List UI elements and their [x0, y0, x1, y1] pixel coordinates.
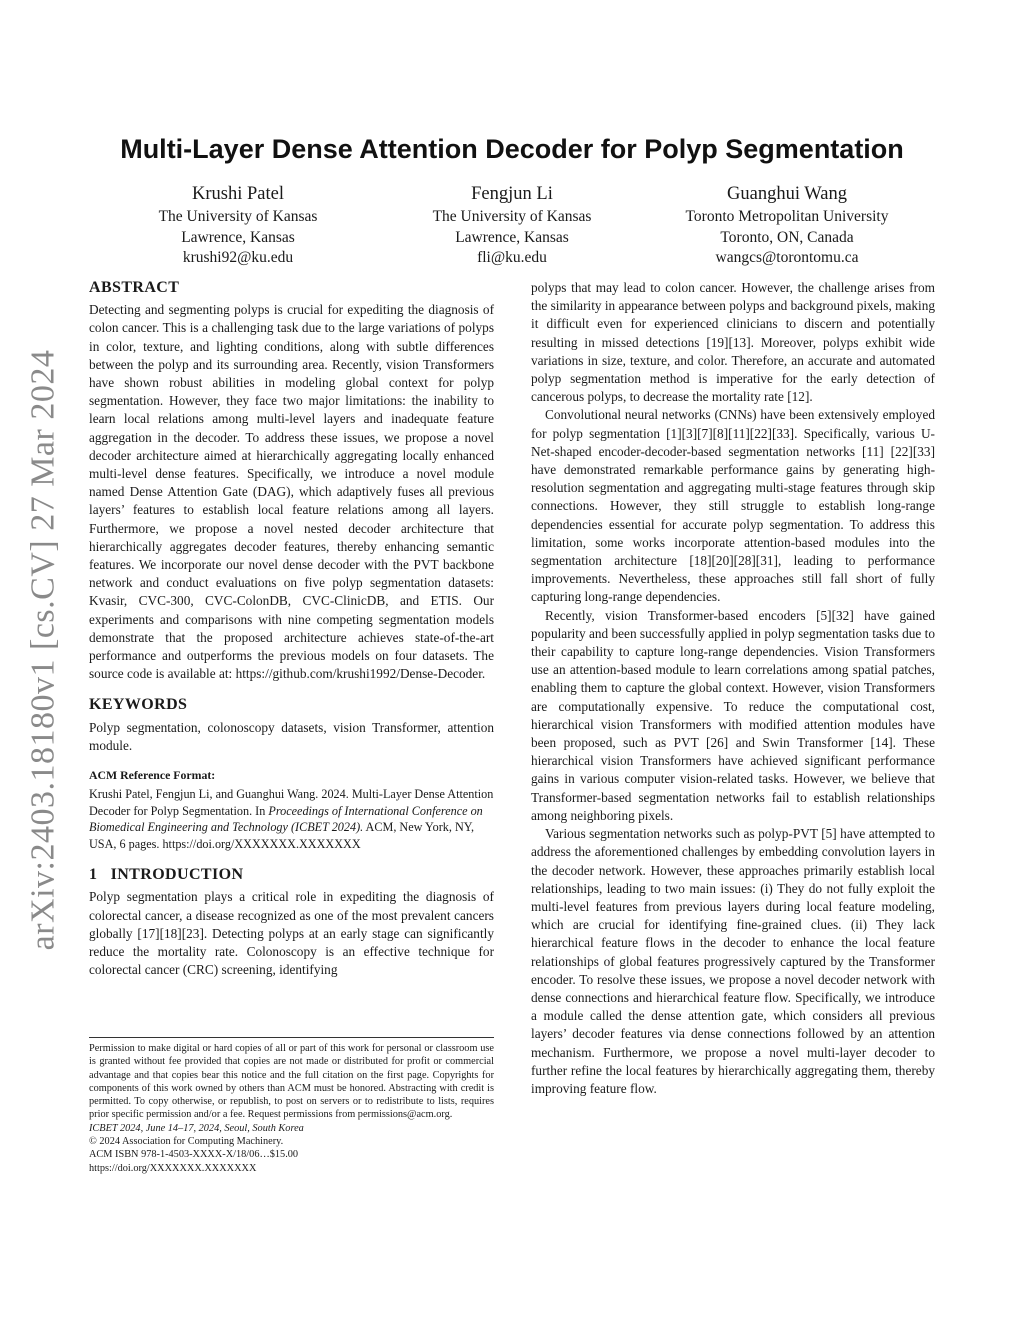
- introduction-left-text: Polyp segmentation plays a critical role in expediting the diagnosis of colorectal cancer, a disease recognized as one of the most prevalent cancers globally [17][18][23]. Detecting polyps at an early stage can significantly reduce the mortality rate. Colonoscopy is an effective technique for colorectal cancer (CRC) screening, identifying: [89, 889, 494, 978]
- author-2: [362, 181, 662, 269]
- arxiv-sidebar-stamp: [14, 340, 72, 960]
- author-affiliation: The University of Kansas: [432, 208, 592, 225]
- copyright-line: © 2024 Association for Computing Machinery.: [89, 1136, 284, 1148]
- author-location: Lawrence, Kansas: [455, 228, 569, 246]
- introduction-heading: 1 INTRODUCTION: [89, 866, 244, 884]
- right-column: [531, 279, 935, 1098]
- isbn-line: ACM ISBN 978-1-4503-XXXX-X/18/06…$15.00: [89, 1149, 299, 1161]
- author-name: Guanghui Wang: [727, 184, 847, 204]
- author-name: Krushi Patel: [192, 184, 284, 204]
- author-affiliation: Toronto Metropolitan University: [685, 208, 889, 225]
- author-email: wangcs@torontomu.ca: [715, 249, 859, 266]
- author-name: Fengjun Li: [471, 184, 553, 204]
- arxiv-identifier: arXiv:2403.18180v1 [cs.CV] 27 Mar 2024: [24, 349, 62, 951]
- copyright-footnote: [89, 1037, 494, 1175]
- permission-notice: Permission to make digital or hard copies of all or part of this work for personal or classroom use is granted without fee provided that copies are not made or distributed for profit or commercial advantage and that copies bear this notice and the full citation on the first page. Copyrights for components of this work owned by others than ACM must be honored. Abstracting with credit is permitted. To copy otherwise, or republish, to post on servers or to redistribute to lists, requires prior specific permission and/or a fee. Request permissions from permissions@acm.org.: [89, 1043, 494, 1121]
- paper-title: Multi-Layer Dense Attention Decoder for Polyp Segmentation: [120, 134, 904, 164]
- acm-reference-heading: ACM Reference Format:: [89, 768, 216, 783]
- author-location: Toronto, ON, Canada: [720, 228, 854, 246]
- keywords-heading: KEYWORDS: [89, 696, 188, 714]
- intro-paragraph-1: polyps that may lead to colon cancer. However, the challenge arises from the similarity in appearance between polyps and background pixels, making it difficult even for experienced clinicians to discern and potentially resulting in missed detections [19][13]. Moreover, polyps exhibit wide variations in size, texture, and color. Therefore, an accurate and automated polyp segmentation method is imperative for the early detection of cancerous polyps, to decrease the mortality rate [12].: [531, 280, 935, 405]
- left-column: [89, 279, 494, 980]
- keywords-text: Polyp segmentation, colonoscopy datasets, vision Transformer, attention module.: [89, 719, 494, 753]
- acm-reference-authors: Krushi Patel, Fengjun Li, and Guanghui Wang. 2024. Multi-Layer Dense Attention Decoder for Polyp Segmentation. In: [89, 787, 494, 818]
- conference-info: ICBET 2024, June 14–17, 2024, Seoul, South Korea: [89, 1122, 304, 1134]
- author-location: Lawrence, Kansas: [181, 228, 295, 246]
- intro-paragraph-4: Various segmentation networks such as polyp-PVT [5] have attempted to address the aforementioned challenges by embedding convolution layers in the decoder network. However, these approaches primarily establish local relationships, leading to two main issues: (i) They do not fully exploit the multi-level features from previous layers during local feature modeling, which are crucial for identifying fine-grained clues. (ii) They lack hierarchical feature flows in the decoder to enhance the local feature relationships of global features progressively captured by the Transformer encoder. To resolve these issues, we propose a novel decoder network with dense connections and hierarchical feature flow. Specifically, we introduce a module called the dense attention gate, which considers all previous layers’ decoder features via dense connections followed by an attention mechanism. Furthermore, we propose a novel multi-layer decoder to further refine the local features by hierarchically aggregating them, thereby improving feature flow.: [531, 826, 935, 1096]
- author-1: [88, 181, 388, 269]
- acm-reference-text: [89, 786, 494, 852]
- author-affiliation: The University of Kansas: [158, 208, 318, 225]
- acm-reference-publisher: ACM, New York, NY, USA, 6 pages. https://doi.org/XXXXXXX.XXXXXXX: [89, 820, 475, 851]
- author-email: fli@ku.edu: [477, 249, 547, 266]
- intro-paragraph-2: Convolutional neural networks (CNNs) have been extensively employed for polyp segmentation [1][3][7][8][11][22][33]. Specifically, various U-Net-shaped encoder-decoder-based segmentation networks [11] [22][33] have demonstrated remarkable performance gains by generating high-resolution segmentation and aggregating multi-stage features through skip connections. However, they still struggle to establish long-range dependencies essential for accurate polyp segmentation. To address this limitation, some works incorporate attention-based modules into the segmentation architecture [18][20][28][31], leading to performance improvements. Nevertheless, these approaches still fall short of fully capturing long-range dependencies.: [531, 407, 935, 605]
- abstract-text: Detecting and segmenting polyps is crucial for expediting the diagnosis of colon cancer. This is a challenging task due to the large variations of polyps in color, texture, and lighting conditions, along with subtle differences between the polyp and its surrounding area. Recently, vision Transformers have shown robust abilities in modeling global context for polyp segmentation. However, they face two major limitations: the inability to learn local relations among multi-level layers and inadequate feature aggregation in the decoder. To address these issues, we propose a novel decoder architecture aimed at hierarchically aggregating locally enhanced multi-level dense features. Specifically, we introduce a novel module named Dense Attention Gate (DAG), which adaptively fuses all previous layers’ features to establish local feature relations among all layers. Furthermore, we propose a novel nested decoder architecture that hierarchically aggregates decoder features, thereby enhancing semantic features. We incorporate our novel dense decoder with the PVT backbone network and conduct evaluations on five polyp segmentation datasets: Kvasir, CVC-300, CVC-ColonDB, CVC-ClinicDB, and ETIS. Our experiments and comparisons with nine competing segmentation models demonstrate that the proposed architecture achieves state-of-the-art performance and outperforms the previous models on four datasets. The source code is available at: https://github.com/krushi1992/Dense-Decoder.: [89, 302, 494, 682]
- intro-paragraph-3: Recently, vision Transformer-based encoders [5][32] have gained popularity and been successfully applied in polyp segmentation tasks due to their capability to capture long-range dependencies. Vision Transformers use an attention-based module to learn correlations among spatial patches, enabling them to capture the global context. However, vision Transformers are computationally expensive. To reduce the computational cost, hierarchical vision Transformers with modified attention modules have been proposed, such as PVT [26] and Swin Transformer [14]. These hierarchical vision Transformers have achieved significant performance gains in various computer vision-related tasks. However, we believe that Transformer-based segmentation networks fail to establish relationships among neighboring pixels.: [531, 607, 935, 823]
- doi-line: https://doi.org/XXXXXXX.XXXXXXX: [89, 1162, 257, 1174]
- abstract-heading: ABSTRACT: [89, 279, 180, 296]
- author-email: krushi92@ku.edu: [182, 249, 294, 266]
- author-3: [637, 181, 937, 269]
- acm-reference-venue: Proceedings of International Conference on Biomedical Engineering and Technology (ICBET 2024).: [89, 803, 483, 835]
